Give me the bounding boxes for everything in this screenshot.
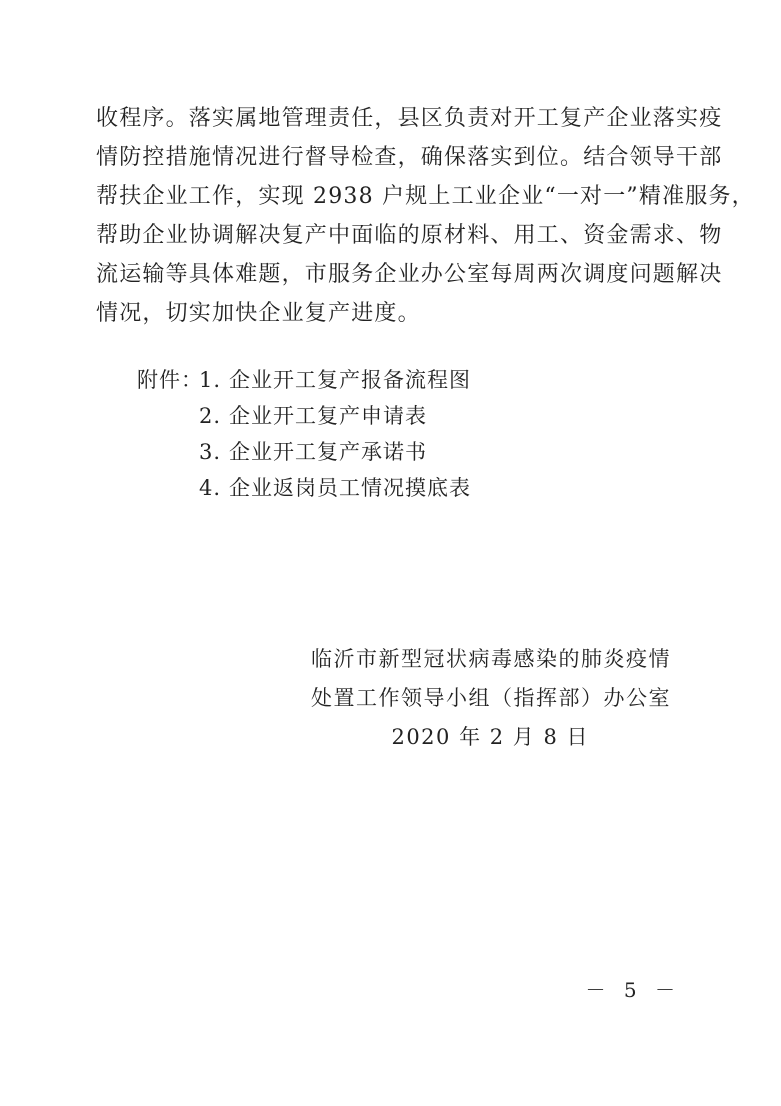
paragraph-line: 流运输等具体难题，市服务企业办公室每周两次调度问题解决 [96,262,723,287]
signature-date: 2020 年 2 月 8 日 [391,725,589,749]
attachment-title: 企业开工复产申请表 [229,404,427,428]
attachment-title: 企业开工复产承诺书 [229,440,427,464]
paragraph-line: 收程序。落实属地管理责任，县区负责对开工复产企业落实疫 [96,106,723,131]
body-paragraph [96,99,755,333]
attachment-item [137,434,471,470]
attachment-item [137,470,471,506]
attachment-number: 4. [199,476,222,500]
attachments-label: 附件： [137,368,203,392]
paragraph-line: 情防控措施情况进行督导检查，确保落实到位。结合领导干部 [96,145,723,170]
page-number: － 5 － [585,978,681,1002]
attachment-item [137,362,471,398]
attachment-title: 企业返岗员工情况摸底表 [229,476,471,500]
attachment-item [137,398,471,434]
attachment-number: 2. [199,404,222,428]
signature-block [311,640,671,757]
signature-org-line1: 临沂市新型冠状病毒感染的肺炎疫情 [311,647,671,671]
paragraph-line: 帮助企业协调解决复产中面临的原材料、用工、资金需求、物 [96,223,723,248]
signature-org-line2: 处置工作领导小组（指挥部）办公室 [311,686,671,710]
attachment-number: 1. [199,368,222,392]
attachments-list [137,362,471,506]
paragraph-line: 帮扶企业工作，实现 2938 户规上工业企业“一对一”精准服务， [96,184,755,209]
paragraph-line: 情况，切实加快企业复产进度。 [96,301,421,326]
attachment-number: 3. [199,440,222,464]
attachment-title: 企业开工复产报备流程图 [229,368,471,392]
